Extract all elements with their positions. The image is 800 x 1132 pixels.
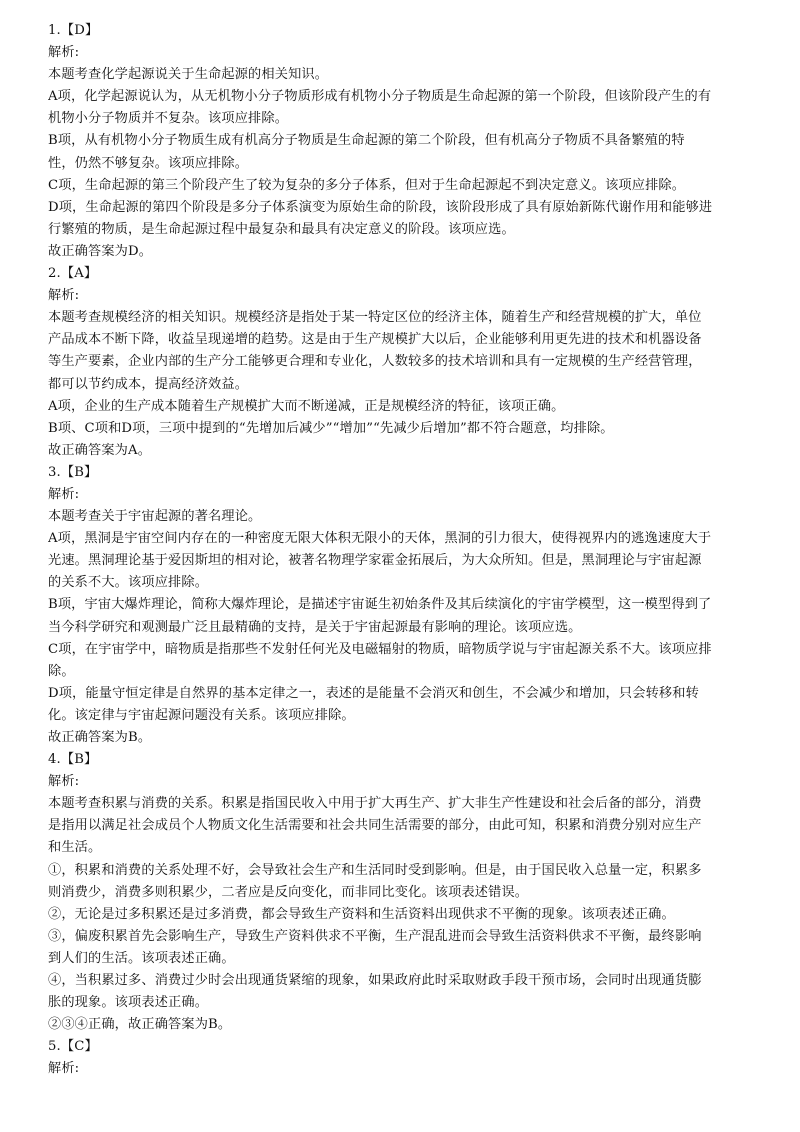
answer-number-2: 2.【A】 xyxy=(48,266,98,282)
text-line: 产品成本不断下降，收益呈现递增的趋势。这是由于生产规模扩大以后，企业能够利用更先进的技术和机器设备 xyxy=(48,332,702,348)
correct-answer-line: 故正确答案为B。 xyxy=(48,730,152,745)
text-line: B项、C项和D项，三项中提到的“先增加后减少”“增加”“先减少后增加”都不符合题意，均排除。 xyxy=(48,420,614,436)
text-line: 本题考查积累与消费的关系。积累是指国民收入中用于扩大再生产、扩大非生产性建设和社会后备的部分，消费 xyxy=(48,796,702,812)
text-line: 本题考查规模经济的相关知识。规模经济是指处于某一特定区位的经济主体，随着生产和经营规模的扩大，单位 xyxy=(48,310,702,326)
text-line: 机物小分子物质并不复杂。该项应排除。 xyxy=(48,111,289,127)
analysis-label: 解析: xyxy=(48,486,80,502)
text-line: 化。该定律与宇宙起源问题没有关系。该项应排除。 xyxy=(48,707,355,723)
correct-answer-line: 故正确答案为D。 xyxy=(48,243,153,259)
text-line: ①，积累和消费的关系处理不好，会导致社会生产和生活同时受到影响。但是，由于国民收入总量一定，积累多 xyxy=(48,862,702,878)
text-line: 当今科学研究和观测最广泛且最精确的支持，是关于宇宙起源最有影响的理论。该项应选。 xyxy=(48,619,582,635)
text-line: ④，当积累过多、消费过少时会出现通货紧缩的现象，如果政府此时采取财政手段干预市场，会同时出现通货膨 xyxy=(48,973,702,989)
text-line: 胀的现象。该项表述正确。 xyxy=(48,995,209,1011)
text-line: 则消费少，消费多则积累少，二者应是反向变化，而非同比变化。该项表述错误。 xyxy=(48,884,529,900)
text-line: 都可以节约成本，提高经济效益。 xyxy=(48,376,249,392)
text-line: C项，在宇宙学中，暗物质是指那些不发射任何光及电磁辐射的物质，暗物质学说与宇宙起源关系不大。该项应排 xyxy=(48,641,712,657)
analysis-label: 解析: xyxy=(48,1061,80,1077)
text-line: 本题考查化学起源说关于生命起源的相关知识。 xyxy=(48,67,329,83)
correct-answer-line: ②③④正确，故正确答案为B。 xyxy=(48,1017,232,1033)
text-line: A项，企业的生产成本随着生产规模扩大而不断递减，正是规模经济的特征，该项正确。 xyxy=(48,398,565,414)
answer-number-4: 4.【B】 xyxy=(48,752,98,768)
answer-number-5: 5.【C】 xyxy=(48,1039,98,1055)
text-line: 的关系不大。该项应排除。 xyxy=(48,575,209,591)
text-line: ②，无论是过多积累还是过多消费，都会导致生产资料和生活资料出现供求不平衡的现象。该项表述正确。 xyxy=(48,906,675,922)
text-line: B项，宇宙大爆炸理论，简称大爆炸理论，是描述宇宙诞生初始条件及其后续演化的宇宙学模型，这一模型得到了 xyxy=(48,597,712,613)
text-line: C项，生命起源的第三个阶段产生了较为复杂的多分子体系，但对于生命起源起不到决定意义。该项应排除。 xyxy=(48,177,686,193)
text-line: 是指用以满足社会成员个人物质文化生活需要和社会共同生活需要的部分，由此可知，积累和消费分别对应生产 xyxy=(48,818,702,834)
answer-number-3: 3.【B】 xyxy=(48,464,98,480)
text-line: 光速。黑洞理论基于爱因斯坦的相对论，被著名物理学家霍金拓展后，为大众所知。但是，黑洞理论与宇宙起源 xyxy=(48,553,702,569)
analysis-label: 解析: xyxy=(48,774,80,790)
text-line: ③，偏废积累首先会影响生产，导致生产资料供求不平衡，生产混乱进而会导致生活资料供求不平衡，最终影响 xyxy=(48,928,702,944)
text-line: D项，生命起源的第四个阶段是多分子体系演变为原始生命的阶段，该阶段形成了具有原始新陈代谢作用和能够进 xyxy=(48,199,713,215)
text-line: 行繁殖的物质，是生命起源过程中最复杂和最具有决定意义的阶段。该项应选。 xyxy=(48,221,515,237)
text-line: 等生产要素，企业内部的生产分工能够更合理和专业化，人数较多的技术培训和具有一定规模的生产经营管理， xyxy=(48,354,702,370)
answer-number-1: 1.【D】 xyxy=(48,23,99,38)
text-line: 和生活。 xyxy=(48,840,102,856)
answer-document xyxy=(48,20,760,1081)
correct-answer-line: 故正确答案为A。 xyxy=(48,442,152,458)
text-line: 性，仍然不够复杂。该项应排除。 xyxy=(48,155,249,171)
text-line: 本题考查关于宇宙起源的著名理论。 xyxy=(48,509,262,525)
text-line: A项，黑洞是宇宙空间内存在的一种密度无限大体积无限小的天体，黑洞的引力很大，使得视界内的逃逸速度大于 xyxy=(48,531,712,547)
analysis-label: 解析: xyxy=(48,288,80,304)
text-line: 到人们的生活。该项表述正确。 xyxy=(48,950,235,966)
text-line: B项，从有机物小分子物质生成有机高分子物质是生命起源的第二个阶段，但有机高分子物质不具备繁殖的特 xyxy=(48,133,685,149)
analysis-label: 解析: xyxy=(48,45,80,61)
text-line: D项，能量守恒定律是自然界的基本定律之一，表述的是能量不会消灭和创生，不会减少和增加，只会转移和转 xyxy=(48,685,699,701)
text-line: 除。 xyxy=(48,663,75,679)
text-line: A项，化学起源说认为，从无机物小分子物质形成有机物小分子物质是生命起源的第一个阶段，但该阶段产生的有 xyxy=(48,89,712,105)
